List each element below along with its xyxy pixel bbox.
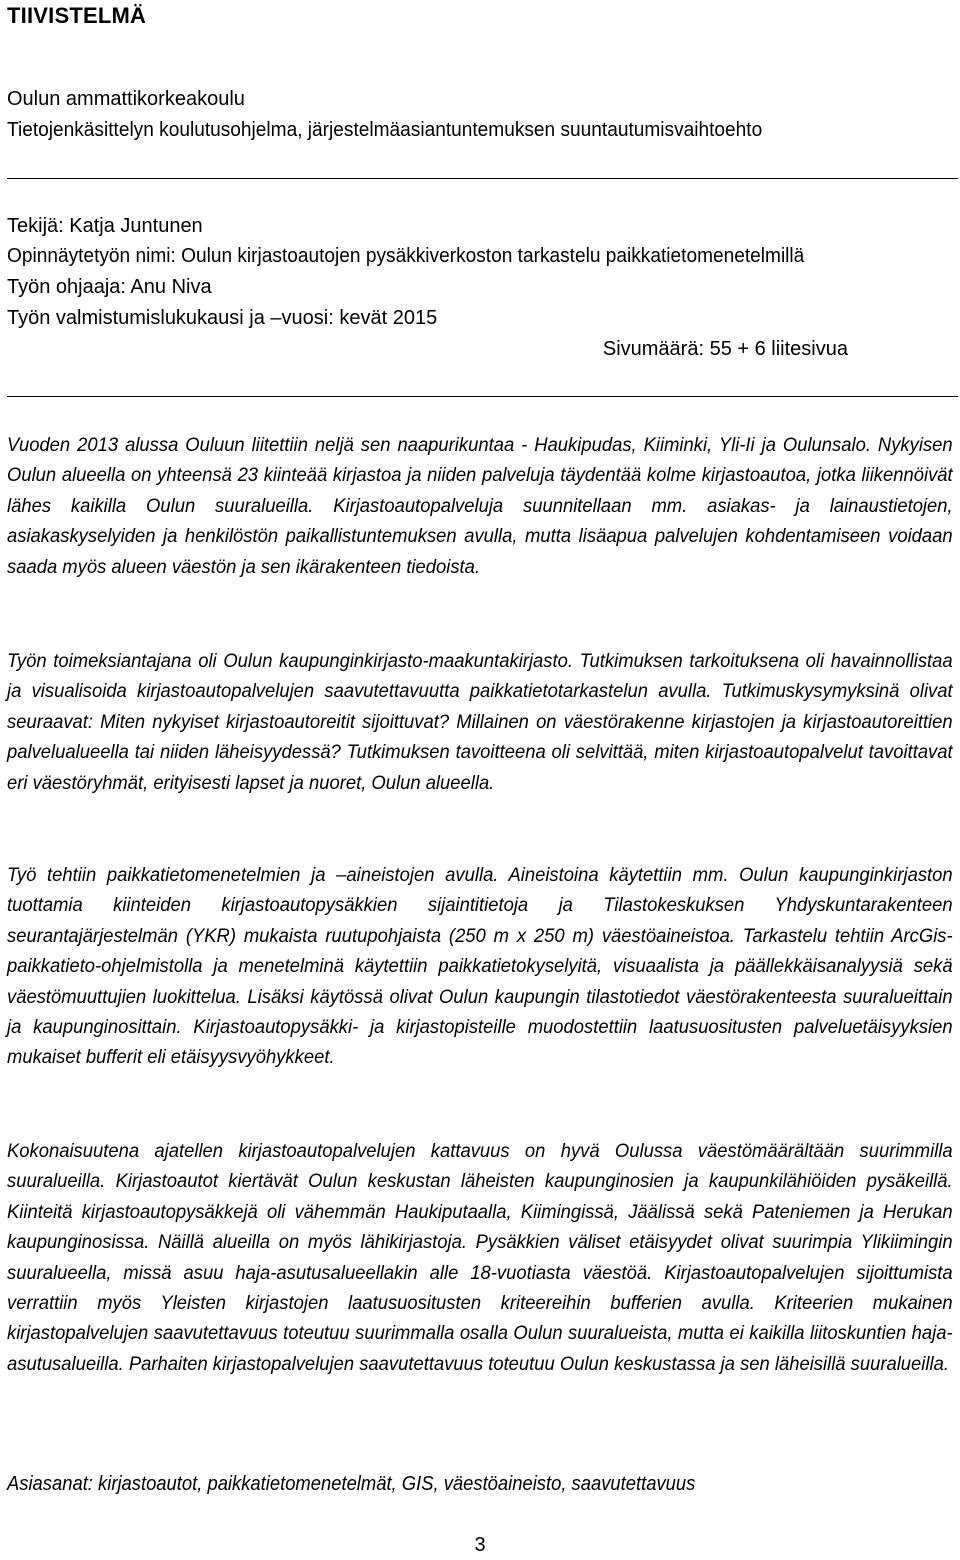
author-line: Tekijä: Katja Juntunen (7, 215, 203, 237)
page-heading: TIIVISTELMÄ (7, 3, 147, 28)
thesis-title-line: Opinnäytetyön nimi: Oulun kirjastoautojen pysäkkiverkoston tarkastelu paikkatietomenetelmillä (7, 245, 805, 267)
abstract-paragraph-3: Työ tehtiin paikkatietomenetelmien ja –aineistojen avulla. Aineistoina käytettiin mm. Oulun kaupunginkirjaston tuottamia kiinteiden kirjastoautopysäkkien sijaintitietoja ja Tilastokeskuksen Yhdyskuntarakenteen seurantajärjestelmän (YKR) mukaista ruutupohjaista (250 m x 250 m) väestöaineistoa. Tarkastelu tehtiin ArcGis-paikkatieto-ohjelmistolla ja menetelminä käytettiin paikkatietokyselyitä, visuaalista ja päällekkäisanalyysiä sekä väestömuuttujien luokittelua. Lisäksi käytössä olivat Oulun kaupungin tilastotiedot väestörakenteesta suuralueittain ja kaupunginosittain. Kirjastoautopysäkki- ja kirjastopisteille muodostettiin laatusuositusten palveluetäisyyksien mukaiset bufferit eli etäisyysvyöhykkeet. (7, 864, 953, 1069)
meta-divider (7, 396, 958, 397)
abstract-paragraph-1: Vuoden 2013 alussa Ouluun liitettiin neljä sen naapurikuntaa - Haukipudas, Kiiminki, Yli-Ii ja Oulunsalo. Nykyisen Oulun alueella on yhteensä 23 kiinteää kirjastoa ja niiden palveluja täydentää kolme kirjastoautoa, jotka liikennöivät lähes kaikilla Oulun suuralueilla. Kirjastoautopalveluja suunnitellaan mm. asiakas- ja lainaustietojen, asiakaskyselyiden ja henkilöstön paikallistuntemuksen avulla, mutta lisäapua palvelujen kohdentamiseen voidaan saada myös alueen väestön ja sen ikärakenteen tiedoista. (7, 434, 953, 578)
abstract-paragraph-2: Työn toimeksiantajana oli Oulun kaupunginkirjasto-maakuntakirjasto. Tutkimuksen tarkoituksena oli havainnollistaa ja visualisoida kirjastoautopalvelujen saavutettavuutta paikkatietotarkastelun avulla. Tutkimuskysymyksinä olivat seuraavat: Miten nykyiset kirjastoautoreitit sijoittuvat? Millainen on väestörakenne kirjastojen ja kirjastoautoreittien palvelualueella tai niiden läheisyydessä? Tutkimuksen tavoitteena oli selvittää, miten kirjastoautopalvelut tavoittavat eri väestöryhmät, erityisesti lapset ja nuoret, Oulun alueella. (7, 650, 953, 794)
top-divider (7, 178, 958, 179)
degree-programme: Tietojenkäsittelyn koulutusohjelma, järjestelmäasiantuntemuksen suuntautumisvaihtoehto (7, 119, 763, 141)
page-count-line: Sivumäärä: 55 + 6 liitesivua (602, 338, 848, 360)
keywords-line: Asiasanat: kirjastoautot, paikkatietomenetelmät, GIS, väestöaineisto, saavutettavuus (7, 1473, 696, 1495)
school-name: Oulun ammattikorkeakoulu (7, 88, 245, 110)
abstract-paragraph-4: Kokonaisuutena ajatellen kirjastoautopalvelujen kattavuus on hyvä Oulussa väestömäärältään suurimmilla suuralueilla. Kirjastoautot kiertävät Oulun keskustan läheisten kaupunginosien ja kaupunkilähiöiden pysäkeillä. Kiinteitä kirjastoautopysäkkejä oli vähemmän Haukiputaalla, Kiimingissä, Jäälissä sekä Pateniemen ja Herukan kaupunginosissa. Näillä alueilla on myös lähikirjastoja. Pysäkkien väliset etäisyydet olivat suurimpia Ylikiimingin suuralueella, missä asuu haja-asutusalueellakin alle 18-vuotiasta väestöä. Kirjastoautopalvelujen sijoittumista verrattiin myös Yleisten kirjastojen laatusuositusten kriteereihin bufferien avulla. Kriteerien mukainen kirjastopalvelujen saavutettavuus toteutuu suurimmalla osalla Oulun suuralueista, mutta ei kaikilla liitoskuntien haja-asutusalueilla. Parhaiten kirjastopalvelujen saavutettavuus toteutuu Oulun keskustassa ja sen läheisillä suuralueilla. (7, 1140, 953, 1375)
completion-line: Työn valmistumislukukausi ja –vuosi: kevät 2015 (7, 307, 438, 329)
supervisor-line: Työn ohjaaja: Anu Niva (7, 276, 212, 298)
page-number: 3 (474, 1534, 486, 1556)
